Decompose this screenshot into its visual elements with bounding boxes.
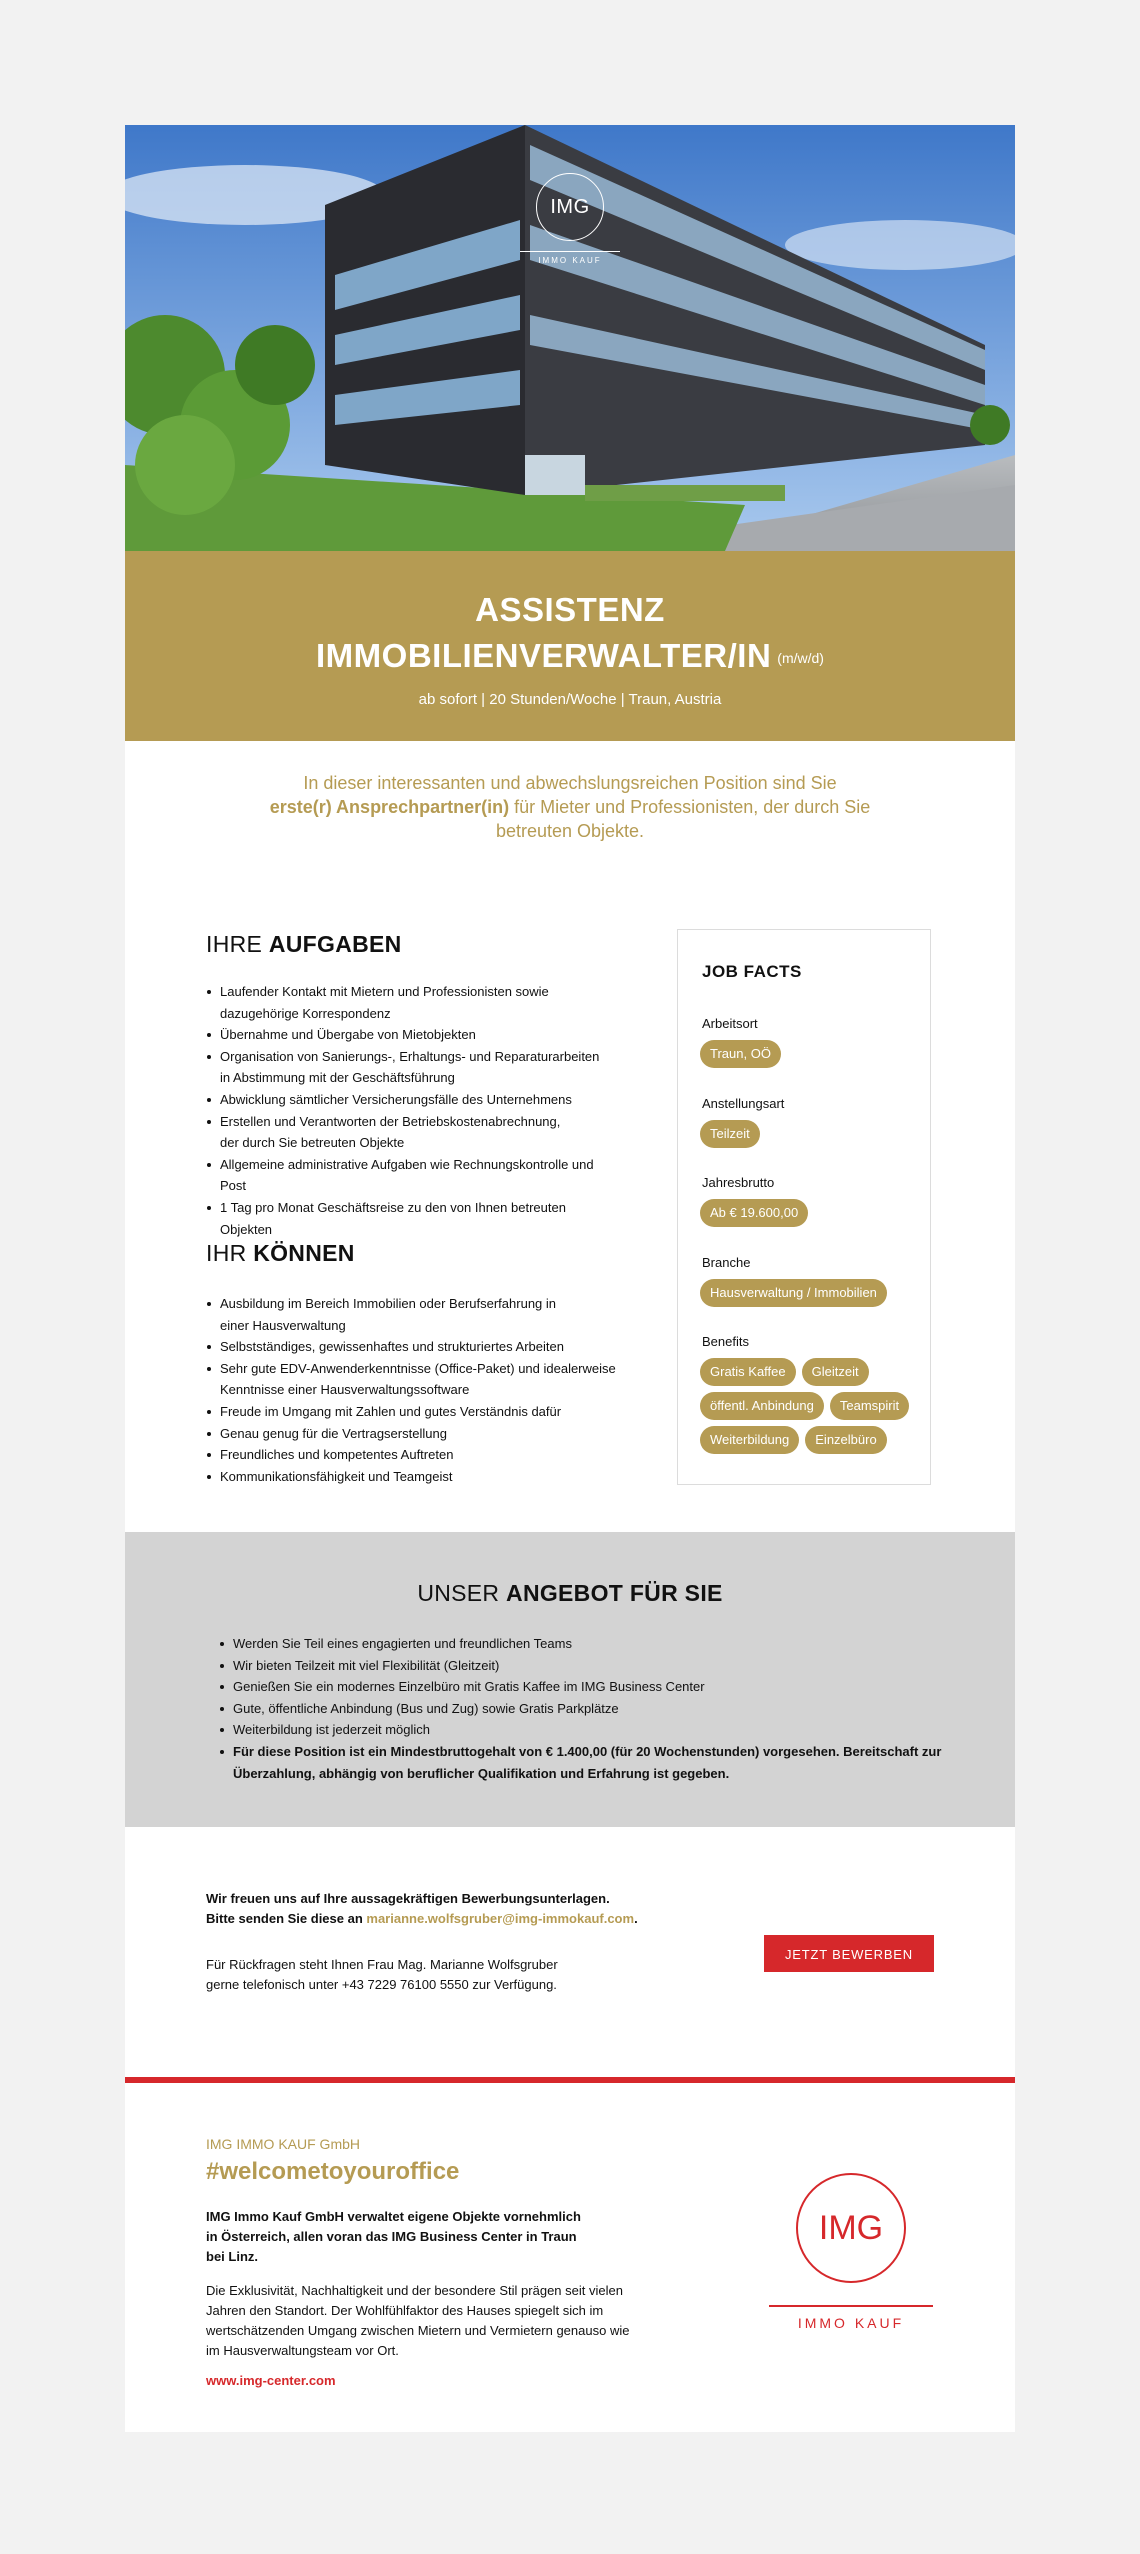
jahresbrutto-chips (700, 1199, 925, 1227)
logo-divider (520, 251, 620, 252)
arbeitsort-chip: Traun, OÖ (700, 1040, 781, 1068)
job-facts-box (677, 929, 931, 1485)
benefits-label: Benefits (702, 1334, 749, 1349)
benefits-chips (700, 1358, 925, 1454)
tagline: #welcometoyouroffice (206, 2158, 460, 2185)
website-link[interactable]: www.img-center.com (206, 2373, 336, 2388)
list-item: Erstellen und Verantworten der Betriebskostenabrechnung, der durch Sie betreuten Objekte (220, 1111, 580, 1154)
list-item: Wir bieten Teilzeit mit viel Flexibilität (Gleitzeit) (233, 1655, 953, 1677)
img-logo-red (769, 2173, 933, 2331)
list-item: Freundliches und kompetentes Auftreten (220, 1444, 640, 1466)
email-link[interactable]: marianne.wolfsgruber@img-immokauf.com (366, 1911, 635, 1926)
list-item: Abwicklung sämtlicher Versicherungsfälle des Unternehmens (220, 1089, 620, 1111)
branche-label: Branche (702, 1255, 751, 1270)
aufgaben-heading-bold: AUFGABEN (268, 931, 402, 957)
benefit-chip: Gratis Kaffee (700, 1358, 796, 1386)
job-title-line2 (125, 637, 1015, 675)
list-item: Laufender Kontakt mit Mietern und Professionisten sowie dazugehörige Korrespondenz (220, 981, 570, 1024)
benefit-chip: Gleitzeit (802, 1358, 869, 1386)
intro-text (255, 771, 885, 843)
list-item: Freude im Umgang mit Zahlen und gutes Verständnis dafür (220, 1401, 640, 1423)
benefit-chip: öffentl. Anbindung (700, 1392, 824, 1420)
contact-inquiry (206, 1955, 558, 1995)
job-posting-page (125, 125, 1015, 2432)
contact-line2-post: . (634, 1911, 638, 1926)
contact-line2 (206, 1909, 638, 1929)
koennen-heading-bold: KÖNNEN (253, 1240, 355, 1266)
logo-divider (769, 2305, 933, 2307)
arbeitsort-label: Arbeitsort (702, 1016, 758, 1031)
logo-subtitle: IMMO KAUF (797, 2315, 905, 2331)
apply-button[interactable]: JETZT BEWERBEN (764, 1935, 934, 1972)
angebot-heading-light: UNSER (417, 1580, 507, 1606)
list-item: Allgemeine administrative Aufgaben wie Rechnungskontrolle und Post (220, 1154, 620, 1197)
anstellungsart-chips (700, 1120, 925, 1148)
benefit-chip: Weiterbildung (700, 1426, 799, 1454)
logo-circle: IMG (796, 2173, 906, 2283)
branche-chip: Hausverwaltung / Immobilien (700, 1279, 887, 1307)
koennen-list (206, 1293, 640, 1487)
company-description: IMG Immo Kauf GmbH verwaltet eigene Objekte vornehmlich in Österreich, allen voran das IMG Business Center in Traun bei Linz. (206, 2209, 581, 2264)
koennen-heading (206, 1240, 355, 1267)
arbeitsort-chips (700, 1040, 925, 1068)
list-item: Sehr gute EDV-Anwenderkenntnisse (Office-Paket) und idealerweise Kenntnisse einer Hausverwaltungssoftware (220, 1358, 630, 1401)
koennen-heading-light: IHR (206, 1240, 254, 1266)
job-title-text: IMMOBILIENVERWALTER/IN (316, 637, 772, 674)
application-request (206, 1889, 638, 1929)
benefit-chip: Teamspirit (830, 1392, 909, 1420)
list-item: Werden Sie Teil eines engagierten und freundlichen Teams (233, 1633, 953, 1655)
title-band (125, 551, 1015, 741)
benefit-chip: Einzelbüro (805, 1426, 886, 1454)
list-item: Genießen Sie ein modernes Einzelbüro mit Gratis Kaffee im IMG Business Center (233, 1676, 953, 1698)
job-meta: ab sofort | 20 Stunden/Woche | Traun, Austria (418, 691, 722, 708)
list-item: Organisation von Sanierungs-, Erhaltungs- und Reparaturarbeiten in Abstimmung mit der Geschäftsführung (220, 1046, 605, 1089)
anstellungsart-chip: Teilzeit (700, 1120, 760, 1148)
salary-note: Für diese Position ist ein Mindestbruttogehalt von € 1.400,00 (für 20 Wochenstunden) vorgesehen. Bereitschaft zur Überzahlung, abhängig von beruflicher Qualifikation und Erfahrung ist gegeben. (233, 1741, 953, 1784)
logo-circle: IMG (536, 173, 604, 241)
hero-building-image (125, 125, 1015, 551)
list-item: 1 Tag pro Monat Geschäftsreise zu den von Ihnen betreuten Objekten (220, 1197, 620, 1240)
list-item: Weiterbildung ist jederzeit möglich (233, 1719, 953, 1741)
contact-line1: Wir freuen uns auf Ihre aussagekräftigen Bewerbungsunterlagen. (206, 1891, 610, 1906)
contact-line4: gerne telefonisch unter +43 7229 76100 5550 zur Verfügung. (206, 1977, 557, 1992)
contact-line2-pre: Bitte senden Sie diese an (206, 1911, 367, 1926)
angebot-section (125, 1532, 1015, 1827)
red-divider (125, 2077, 1015, 2083)
jahresbrutto-label: Jahresbrutto (702, 1175, 775, 1190)
intro-part1: In dieser interessanten und abwechslungsreichen Position sind Sie (303, 773, 837, 793)
jahresbrutto-chip: Ab € 19.600,00 (700, 1199, 808, 1227)
intro-bold: erste(r) Ansprechpartner(in) (269, 797, 510, 817)
angebot-heading (125, 1580, 1015, 1607)
job-facts-title: JOB FACTS (702, 962, 802, 981)
list-item: Kommunikationsfähigkeit und Teamgeist (220, 1466, 640, 1488)
aufgaben-heading-light: IHRE (206, 931, 269, 957)
logo-subtitle: IMMO KAUF (538, 256, 602, 265)
angebot-heading-bold: ANGEBOT FÜR SIE (506, 1580, 723, 1606)
branche-chips (700, 1279, 925, 1307)
list-item: Genau genug für die Vertragserstellung (220, 1423, 640, 1445)
job-title-line1: ASSISTENZ (475, 591, 665, 628)
anstellungsart-label: Anstellungsart (702, 1096, 785, 1111)
img-logo-white (518, 173, 622, 265)
aufgaben-list (206, 981, 620, 1240)
list-item: Übernahme und Übergabe von Mietobjekten (220, 1024, 620, 1046)
list-item: Ausbildung im Bereich Immobilien oder Berufserfahrung in einer Hausverwaltung (220, 1293, 570, 1336)
angebot-list (219, 1633, 953, 1784)
contact-line3: Für Rückfragen steht Ihnen Frau Mag. Marianne Wolfsgruber (206, 1957, 558, 1972)
list-item: Selbstständiges, gewissenhaftes und strukturiertes Arbeiten (220, 1336, 640, 1358)
company-name: IMG IMMO KAUF GmbH (206, 2136, 360, 2152)
list-item: Gute, öffentliche Anbindung (Bus und Zug) sowie Gratis Parkplätze (233, 1698, 953, 1720)
aufgaben-heading (206, 931, 402, 958)
gender-suffix: (m/w/d) (777, 650, 824, 666)
company-values: Die Exklusivität, Nachhaltigkeit und der besondere Stil prägen seit vielen Jahren den Standort. Der Wohlfühlfaktor des Hauses spiegelt sich im wertschätzenden Umgang zwischen Mietern und Vermietern genauso wie im Hausverwaltungsteam vor Ort. (206, 2283, 630, 2358)
intro-part2: für Mieter und Professionisten, der durch Sie betreuten Objekte. (495, 797, 871, 841)
